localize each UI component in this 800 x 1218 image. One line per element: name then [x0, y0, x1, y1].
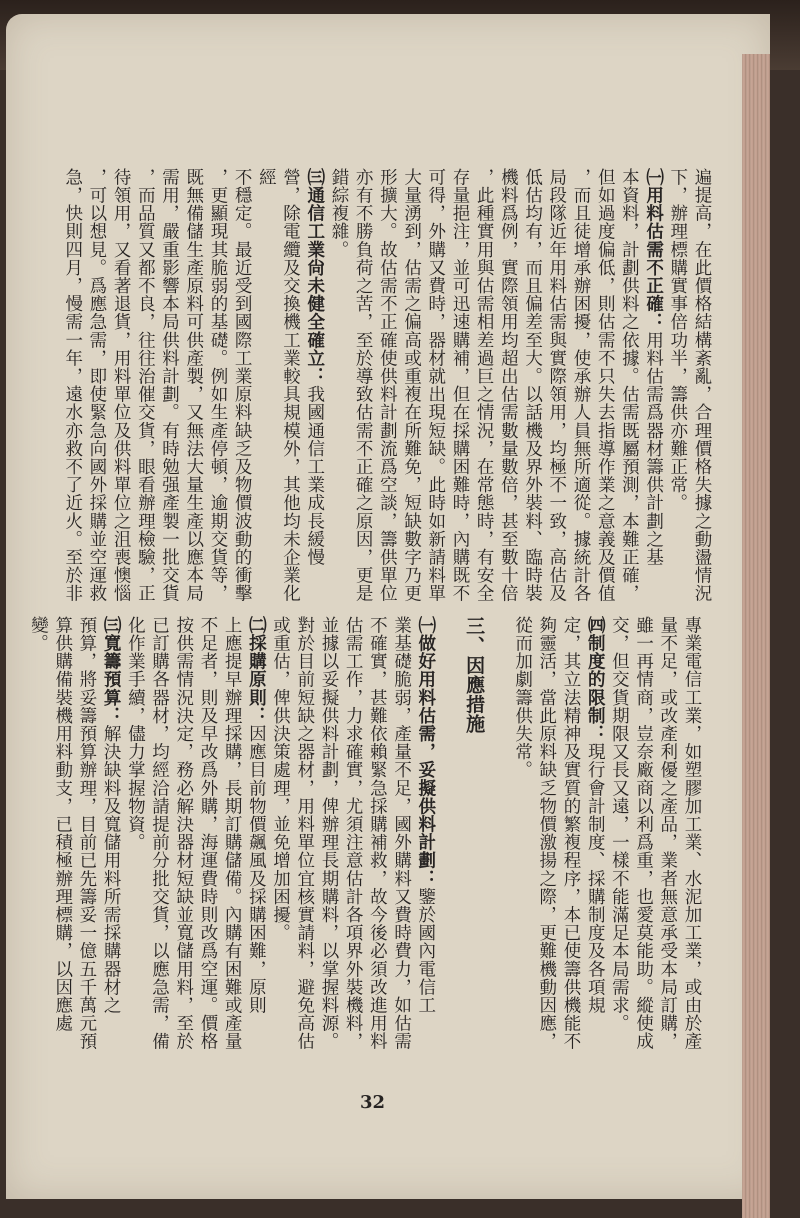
- text-column: 化作業手續，儘力掌握物資。: [125, 616, 146, 852]
- text-column: 定，其立法精神及實質的繁複程序，本已使籌供機能不: [560, 616, 581, 1051]
- text-column: 對於目前短缺之器材，用料單位宜核實請料，避免高估: [294, 616, 315, 1051]
- text-column: 遍提高，在此價格結構紊亂，合理價格失據之動盪情況: [692, 168, 712, 603]
- text-column: [486, 616, 510, 1066]
- text-column: ，而品質又都不良，往往治催交貨，眼看辦理檢驗，正: [135, 168, 156, 603]
- text-column: 機料爲例，實際領用均超出估需數量數倍，甚至數十倍: [498, 168, 519, 603]
- bold-lead-rest: 鑒於國內電信工: [415, 887, 436, 1015]
- text-column: 算供購備裝機用料動支，已積極辦理標購，以因應處: [52, 616, 73, 1033]
- text-column: ，可以想見。爲應急需，即使緊急向國外採購並空運救: [86, 168, 107, 603]
- bold-lead-rest: 我國通信工業成長緩慢: [304, 385, 325, 567]
- bold-lead: ㈠做好用料估需，妥擬供料計劃：: [415, 616, 436, 888]
- text-column: 從而加劇籌供失常。: [512, 616, 533, 779]
- text-column: ，而且徒增承辦困擾，使承辦人員無所適從。據統計各: [570, 168, 591, 603]
- bold-paragraph-start: [583, 616, 607, 1066]
- text-column: 形擴大。故估需不正確使供料計劃流爲空談，籌供單位: [377, 168, 398, 603]
- bold-lead-rest: 現行會計制度、採購制度及各項規: [585, 742, 606, 1015]
- text-column: 局段隊近年用料估需與實際領用，均極不一致，高估及: [546, 168, 567, 603]
- bold-lead-rest: 因應目前物價飆風及採購困難，原則: [246, 724, 267, 1015]
- lower-text-block: [28, 616, 704, 1066]
- text-column: 可得，外購又費時，器材就出現短缺。此時如新請料單: [425, 168, 446, 603]
- text-column: 下，辦理標購實事倍功半，籌供亦難正常。: [667, 168, 688, 512]
- text-column: 不確實，甚難依賴緊急採購補救，故今後必須改進用料: [367, 616, 388, 1051]
- text-column: 待領用，又看著退貨，用料單位及供料單位之沮喪懊惱: [111, 168, 132, 603]
- bold-lead: ㈢通信工業尙未健全確立：: [304, 168, 325, 386]
- text-column: 或重估，俾供決策處理，並免增加困擾。: [270, 616, 291, 942]
- bold-lead-rest: 用料估需爲器材籌供計劃之基: [643, 330, 664, 567]
- text-column: 變。: [28, 616, 49, 653]
- upper-text-block: [62, 168, 714, 606]
- bold-paragraph-start: [414, 616, 438, 1066]
- text-column: 但如過度偏低，則估需不只失去指導作業之意義及價值: [595, 168, 616, 603]
- bold-paragraph-start: [244, 616, 268, 1066]
- text-column: 需用，嚴重影響本局供料計劃。有時勉强產製一批交貨: [159, 168, 180, 603]
- text-column: 預算，將妥籌預算辦理，目前已先籌妥一億五千萬元預: [76, 616, 97, 1051]
- text-column: 雖一再情商，豈奈廠商以利爲重，也愛莫能助。縱使成: [633, 616, 654, 1051]
- text-column: [438, 616, 462, 1066]
- bold-lead: ㈢寬籌預算：: [101, 616, 122, 725]
- text-column: ，更顯現其脆弱的基礎。例如生產停頓，逾期交貨等，: [207, 168, 228, 603]
- text-column: 亦有不勝負荷之苦，至於導致估需不正確之原因，更是: [353, 168, 374, 603]
- text-column: 急，快則四月，慢需一年，遠水亦救不了近火。至於非: [62, 168, 83, 603]
- text-column: 低估均有，而且偏差至大。以話機及界外裝料、臨時裝: [522, 168, 543, 603]
- page-stack-edge: [742, 54, 770, 1218]
- text-column: 大量湧到，估需之偏高或重複在所難免，短缺數字乃更: [401, 168, 422, 603]
- text-column: 專業電信工業，如塑膠加工業、水泥加工業，或由於產: [682, 616, 702, 1051]
- text-column: 營，除電纜及交換機工業較具規模外，其他均未企業化經: [256, 168, 301, 603]
- text-column: 業基礎脆弱，產量不足，國外購料又費時費力，如估需: [391, 616, 412, 1051]
- text-column: 存量挹注，並可迅速購補，但在採購困難時，內購既不: [449, 168, 470, 603]
- text-column: 估需工作，力求確實，尤須注意估計各項界外裝機料，: [343, 616, 364, 1051]
- bold-lead-rest: 解決缺料及寬儲用料所需採購器材之: [101, 724, 122, 1015]
- text-column: 上應提早辦理採購，長期訂購儲備。內購有困難或產量: [222, 616, 243, 1051]
- text-column: 按供需情況決定，務必解決器材短缺並寬儲用料，至於: [173, 616, 194, 1051]
- text-column: 不穩定。最近受到國際工業原料缺乏及物價波動的衝擊: [232, 168, 253, 603]
- bold-lead: ㈠用料估需不正確：: [643, 168, 664, 331]
- text-column: 交，但交貨期限又長又遠，一樣不能滿足本局需求。: [609, 616, 630, 1033]
- text-column: ，此種實用與估需相差過巨之情況，在常態時，有安全: [474, 168, 495, 603]
- text-column: 錯綜複雜。: [328, 168, 349, 259]
- page-number: 32: [360, 1092, 386, 1113]
- text-column: 既無備儲生產原料可供產製，又無法大量生產以應本局: [183, 168, 204, 603]
- bold-paragraph-start: [641, 168, 665, 606]
- text-column: 本資料，計劃供料之依據。估需既屬預測，本難正確，: [619, 168, 640, 603]
- bold-lead: ㈡採購原則：: [246, 616, 267, 725]
- bold-paragraph-start: [99, 616, 123, 1066]
- bold-lead: ㈣制度的限制：: [585, 616, 606, 743]
- bold-paragraph-start: [303, 168, 327, 606]
- text-column: 量不足，或改產利優之產品，業者無意承受本局訂購，: [657, 616, 678, 1051]
- text-column: 已訂購各器材，均經洽請提前分批交貨，以應急需，備: [149, 616, 170, 1051]
- section-heading: 三、因應措施: [463, 616, 486, 734]
- text-column: 不足者，則及早改爲外購，海運費時則改爲空運。價格: [197, 616, 218, 1051]
- text-column: 並據以妥擬供料計劃，俾辦理長期購料，以掌握料源。: [318, 616, 339, 1051]
- text-column: 夠靈活，當此原料缺乏物價激揚之際，更難機動因應，: [536, 616, 557, 1051]
